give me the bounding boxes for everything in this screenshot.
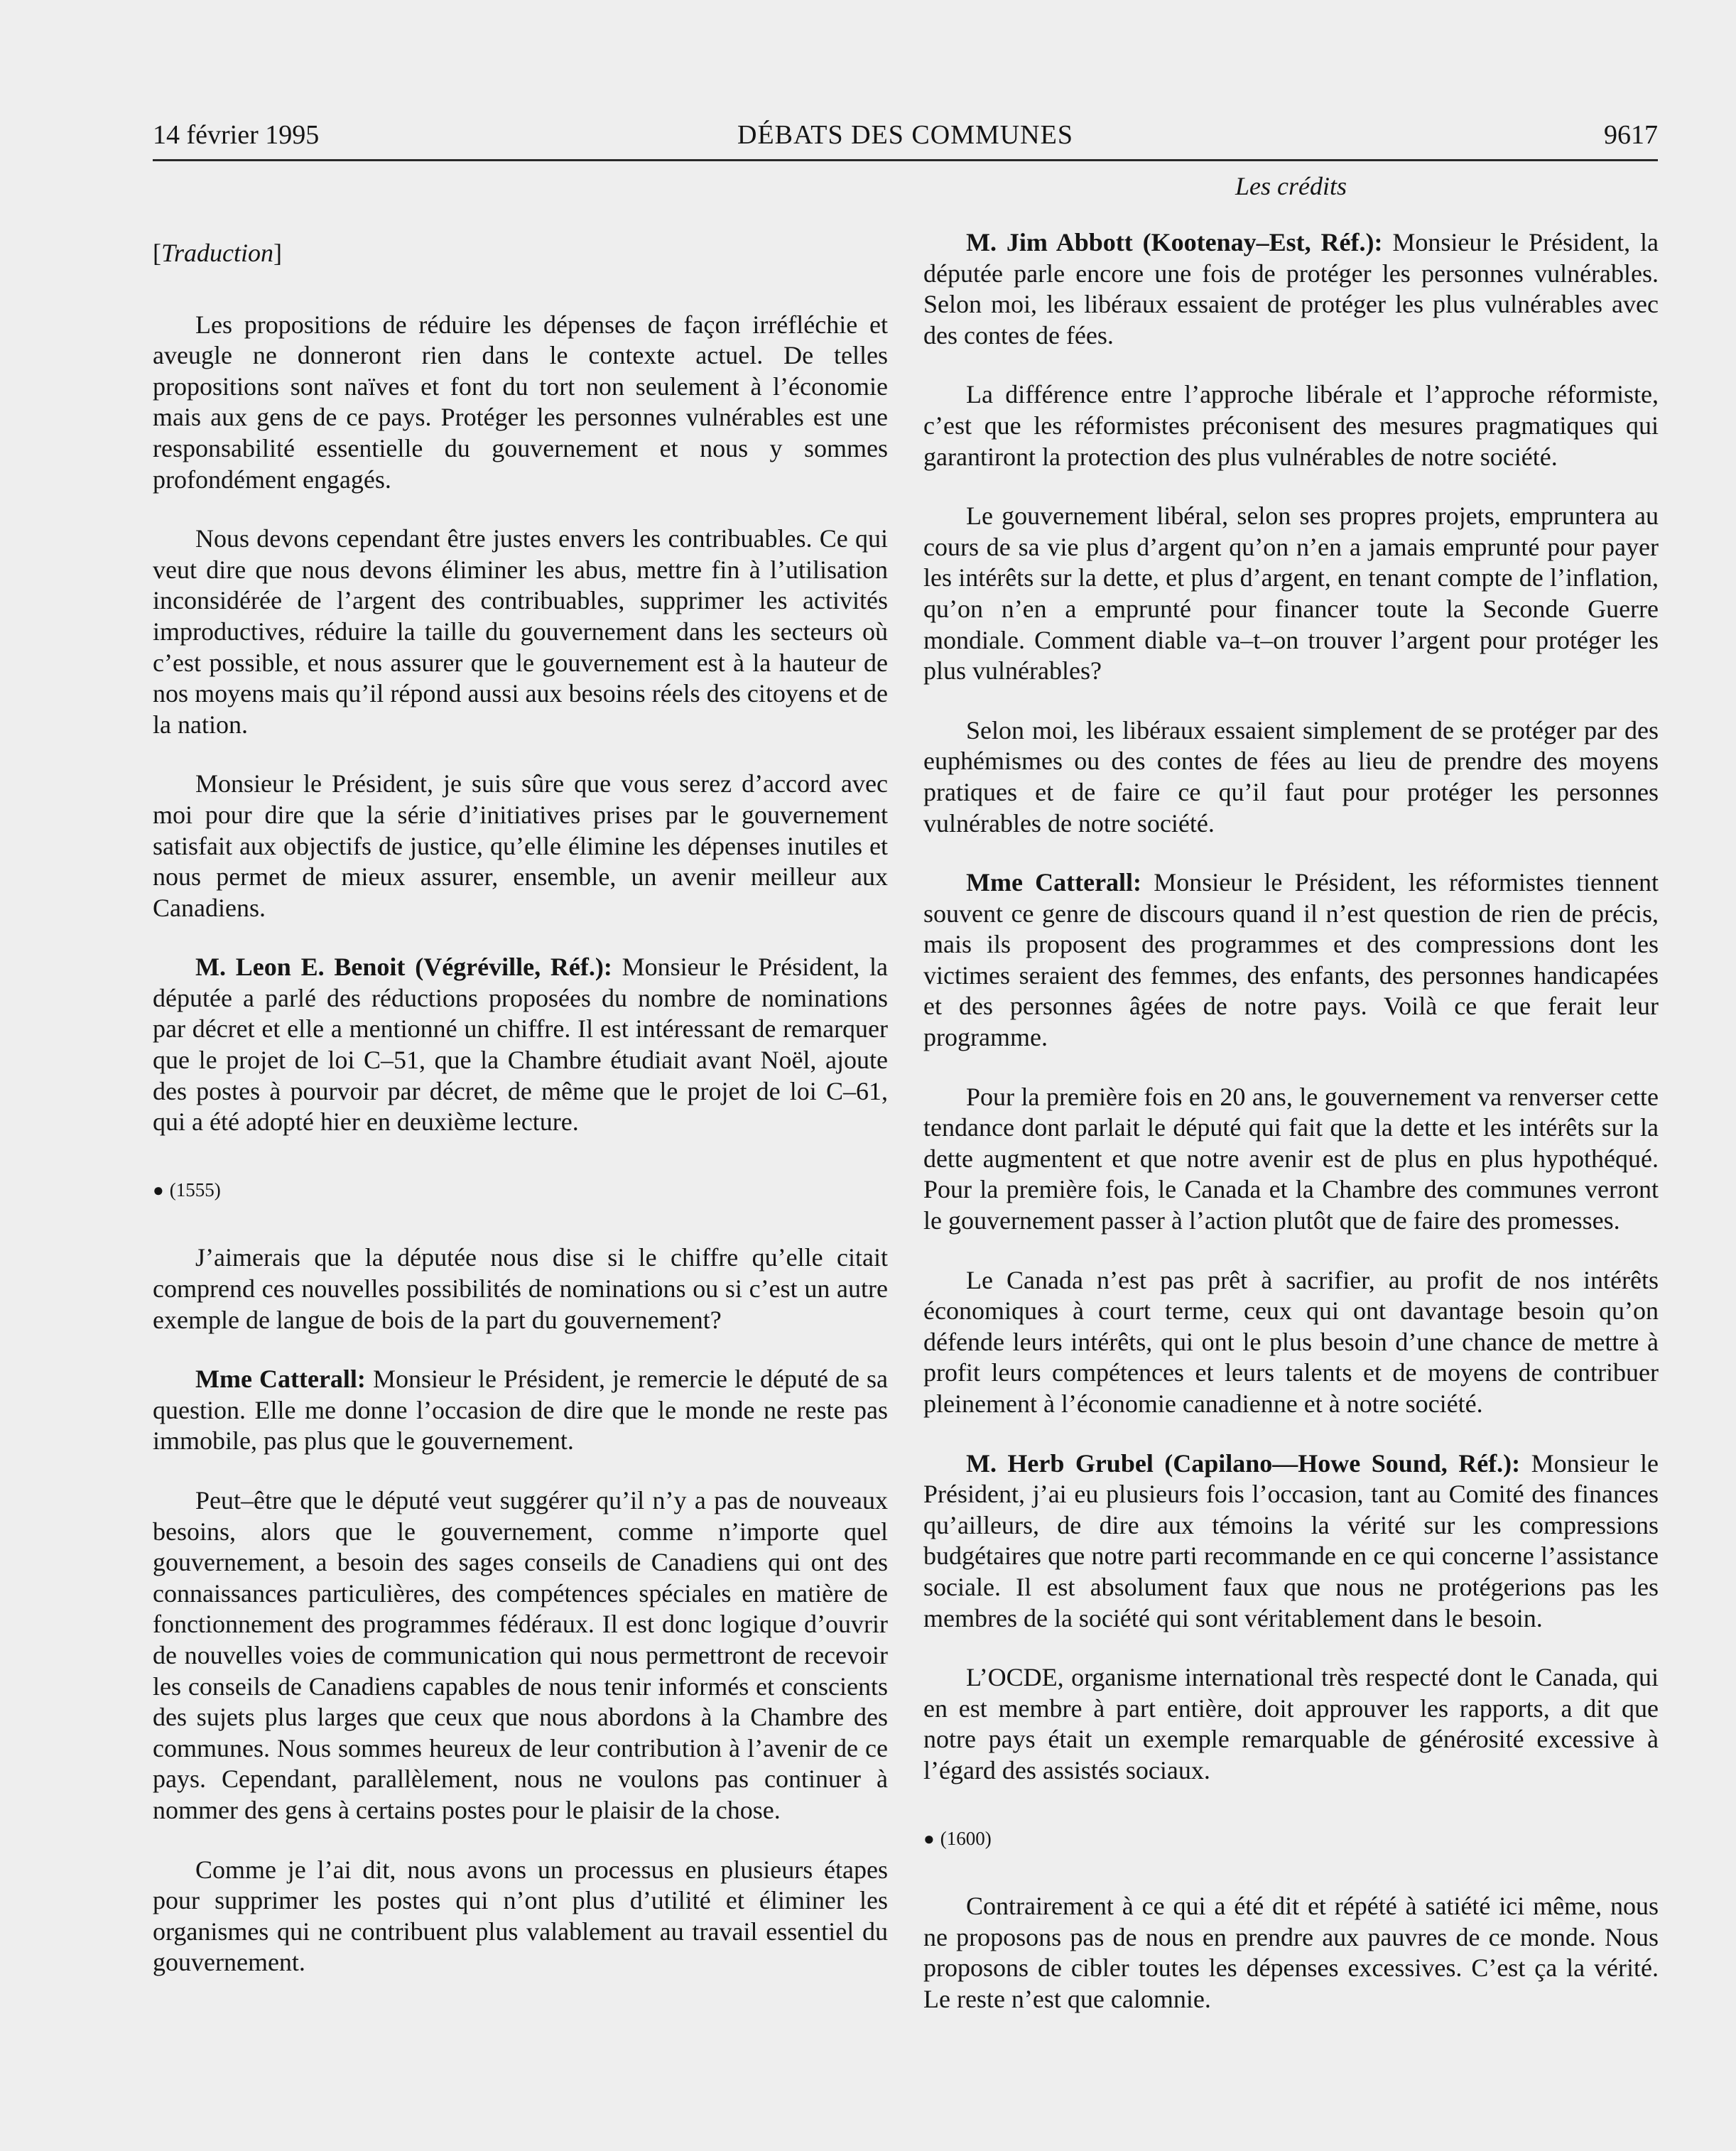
paragraph: Monsieur le Président, je suis sûre que vous serez d’accord avec moi pour dire que la série d’initiatives prises par le gouvernement satisfait aux objectifs de justice, qu’elle élimine les dépenses inutiles et nous permet de mieux assurer, ensemble, un avenir meilleur aux Canadiens. (153, 769, 888, 922)
timestamp: ● (1555) (153, 1179, 221, 1201)
paragraph: La différence entre l’approche libérale et l’approche réformiste, c’est que les réformistes préconisent des mesures pragmatiques qui garantiront la protection des plus vulnérables de notre société. (923, 380, 1659, 471)
speech-paragraph: Mme Catterall: Monsieur le Président, les réformistes tiennent souvent ce genre de discours quand il n’est question de rien de précis, mais ils proposent des programmes et des compressions dont les victimes seraient des femmes, des enfants, des personnes handicapées et des personnes âgées de notre pays. Voilà ce que ferait leur programme. (923, 868, 1659, 1052)
paragraph: Peut–être que le député veut suggérer qu’il n’y a pas de nouveaux besoins, alors que le gouvernement, comme n’importe quel gouvernement, a besoin des sages conseils de Canadiens qui ont des connaissances particulières, des compétences spéciales en matière de fonctionnement des programmes fédéraux. Il est donc logique d’ouvrir de nouvelles voies de communication qui nous permettront de recevoir les conseils de Canadiens capables de nous tenir informés et conscients des sujets plus larges que ceux que nous abordons à la Chambre des communes. Nous sommes heureux de leur contribution à l’avenir de ce pays. Cependant, parallèlement, nous ne voulons pas continuer à nommer des gens à certains postes pour le plaisir de la chose. (153, 1486, 888, 1824)
paragraph: Selon moi, les libéraux essaient simplement de se protéger par des euphémismes ou des contes de fées au lieu de prendre des moyens pratiques et de faire ce qu’il faut pour protéger les personnes vulnérables de notre société. (923, 715, 1659, 838)
bullet-icon: ● (923, 1828, 935, 1849)
speaker-name: Mme Catterall: (966, 868, 1142, 897)
timestamp: ● (1600) (923, 1827, 992, 1849)
speech-paragraph: Mme Catterall: Monsieur le Président, je remercie le député de sa question. Elle me donne l’occasion de dire que le monde ne reste pas immobile, pas plus que le gouvernement. (153, 1365, 889, 1456)
speech-paragraph: M. Leon E. Benoit (Végréville, Réf.): Monsieur le Président, la députée a parlé des réductions proposées du nombre de nominations par décret et elle a mentionné un chiffre. Il est intéressant de remarquer que le projet de loi C–51, que la Chambre étudiait avant Noël, ajoute des postes à pourvoir par décret, de même que le projet de loi C–61, qui a été adopté hier en deuxième lecture. (153, 953, 888, 1137)
speaker-name: M. Leon E. Benoit (Végréville, Réf.): (195, 953, 612, 982)
speech-paragraph: M. Jim Abbott (Kootenay–Est, Réf.): Monsieur le Président, la députée parle encore une fois de protéger les personnes vulnérables. Selon moi, les libéraux essaient de protéger les plus vulnérables avec des contes de fées. (923, 228, 1659, 350)
paragraph: Comme je l’ai dit, nous avons un processus en plusieurs étapes pour supprimer les postes qui n’ont plus d’utilité et éliminer les organismes qui ne contribuent plus valablement au travail essentiel du gouvernement. (153, 1855, 888, 1977)
header-title: DÉBATS DES COMMUNES (737, 120, 1073, 150)
right-column (923, 170, 1659, 2015)
paragraph: Contrairement à ce qui a été dit et répété à satiété ici même, nous ne proposons pas de nous en prendre aux pauvres de ce monde. Nous proposons de cibler toutes les dépenses excessives. C’est ça la vérité. Le reste n’est que calomnie. (923, 1892, 1659, 2013)
paragraph: Le Canada n’est pas prêt à sacrifier, au profit de nos intérêts économiques à court terme, ceux qui ont davantage besoin qu’on défende leurs intérêts, qui ont le plus besoin d’une chance de mettre à profit leurs compétences et leurs talents et de moyens de contribuer pleinement à l’économie canadienne et à notre société. (923, 1265, 1659, 1418)
paragraph: Nous devons cependant être justes envers les contribuables. Ce qui veut dire que nous devons éliminer les abus, mettre fin à l’utilisation inconsidérée de l’argent des contribuables, supprimer les activités improductives, réduire la taille du gouvernement dans les secteurs où c’est possible, et nous assurer que le gouvernement est à la hauteur de nos moyens mais qu’il répond aussi aux besoins réels des citoyens et de la nation. (153, 524, 888, 739)
section-title: Les crédits (1235, 172, 1347, 200)
page-number: 9617 (1604, 120, 1658, 150)
speaker-name: M. Herb Grubel (Capilano—Howe Sound, Réf.): (966, 1448, 1521, 1478)
paragraph: J’aimerais que la députée nous dise si le chiffre qu’elle citait comprend ces nouvelles possibilités de nominations ou si c’est un autre exemple de langue de bois de la part du gouvernement? (153, 1243, 888, 1334)
paragraph: Les propositions de réduire les dépenses de façon irréfléchie et aveugle ne donneront rien dans le contexte actuel. De telles propositions sont naïves et font du tort non seulement à l’économie mais aux gens de ce pays. Protéger les personnes vulnérables est une responsabilité essentielle du gouvernement et nous y sommes profondément engagés. (153, 310, 888, 494)
page-header (153, 119, 1658, 161)
paragraph: Le gouvernement libéral, selon ses propres projets, empruntera au cours de sa vie plus d’argent qu’on n’en a jamais emprunté pour payer les intérêts sur la dette, et plus d’argent, en tenant compte de l’inflation, qu’on n’en a emprunté pour financer toute la Seconde Guerre mondiale. Comment diable va–t–on trouver l’argent pour protéger les plus vulnérables? (923, 502, 1659, 686)
speech-paragraph: M. Herb Grubel (Capilano—Howe Sound, Réf.): Monsieur le Président, j’ai eu plusieurs fois l’occasion, tant au Comité des finances qu’ailleurs, de dire aux témoins la vérité sur les compressions budgétaires que notre parti recommande en ce qui concerne l’assistance sociale. Il est absolument faux que nous ne protégerions pas les membres de la société qui sont véritablement dans le besoin. (923, 1448, 1659, 1632)
paragraph: Pour la première fois en 20 ans, le gouvernement va renverser cette tendance dont parlait le député qui fait que la dette et les intérêts sur la dette augmentent et que notre avenir est de plus en plus hypothéqué. Pour la première fois, le Canada et la Chambre des communes verront le gouvernement passer à l’action plutôt que de faire des promesses. (923, 1082, 1659, 1235)
left-column (153, 170, 888, 1978)
translation-tag: [Traduction] (153, 239, 283, 267)
speaker-name: M. Jim Abbott (Kootenay–Est, Réf.): (966, 228, 1383, 256)
header-date: 14 février 1995 (153, 120, 320, 150)
speaker-name: Mme Catterall: (195, 1365, 366, 1394)
bullet-icon: ● (153, 1179, 164, 1201)
paragraph: L’OCDE, organisme international très respecté dont le Canada, qui en est membre à part entière, doit approuver les rapports, a dit que notre pays était un exemple remarquable de générosité excessive à l’égard des assistés sociaux. (923, 1663, 1659, 1784)
